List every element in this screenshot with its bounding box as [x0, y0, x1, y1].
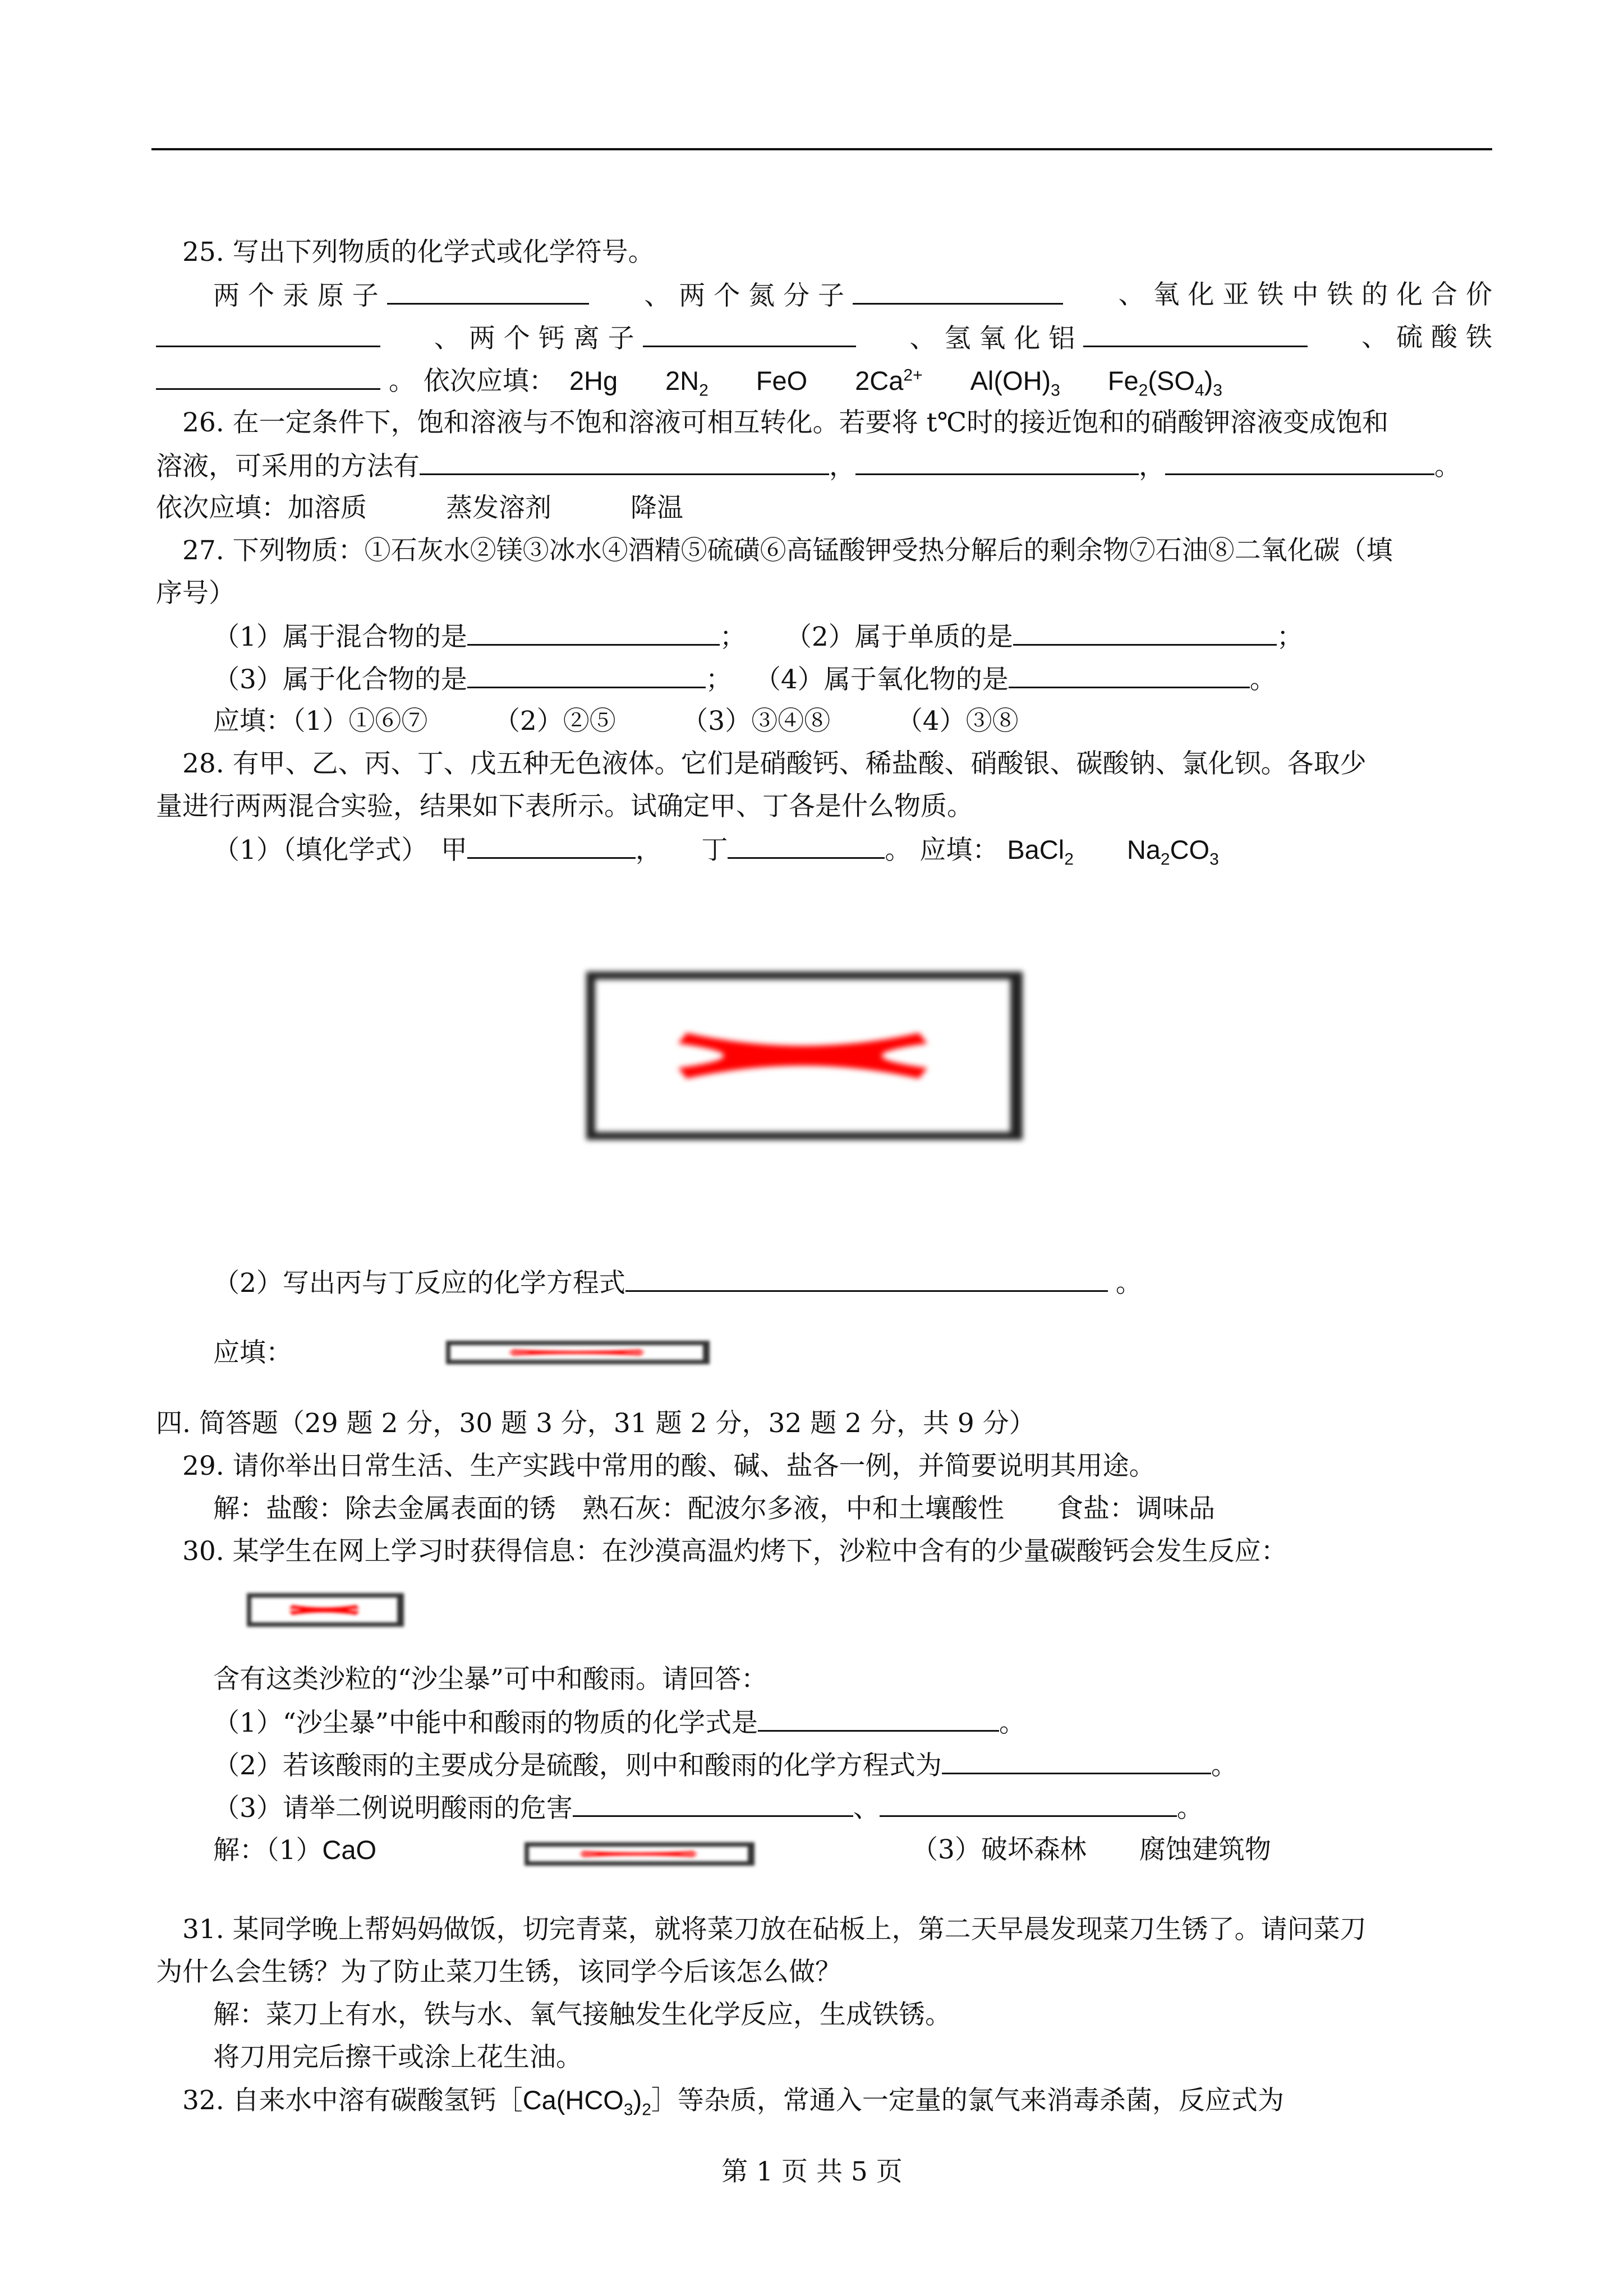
q31-answer-1: 解：菜刀上有水，铁与水、氧气接触发生化学反应，生成铁锈。 — [213, 1999, 951, 2030]
q26-line1: 26. 在一定条件下，饱和溶液与不饱和溶液可相互转化。若要将 t℃时的接近饱和的硝酸钾溶液变成饱和 — [182, 407, 1389, 438]
section4-title: 四. 简答题（29 题 2 分，30 题 3 分，31 题 2 分，32 题 2 分，共 9 分） — [156, 1408, 1036, 1439]
blank-30-3[interactable] — [573, 1791, 853, 1817]
q28-p1: （1）（填化学式） 甲 ， 丁 。 应填： BaCl$_2$ $Na_2CO_3$ — [213, 832, 1219, 867]
q25-line2 — [156, 321, 1492, 356]
q27-row1: （1）属于混合物的是 ； （2）属于单质的是 ； — [213, 619, 1303, 654]
blank-27-4[interactable] — [1009, 662, 1250, 688]
q30-p3: （3）请举二例说明酸雨的危害 、 。 — [213, 1791, 1203, 1825]
broken-equation-image-1 — [446, 1341, 710, 1364]
q26-answer: 依次应填：加溶质 蒸发溶剂 降温 — [156, 493, 683, 523]
q28-line2: 量进行两两混合实验，结果如下表所示。试确定甲、丁各是什么物质。 — [156, 791, 973, 822]
q25-line3 — [156, 364, 1222, 398]
q31-answer-2: 将刀用完后擦干或涂上花生油。 — [213, 2042, 582, 2073]
blank-25-2[interactable] — [853, 278, 1063, 305]
q25-item-n2: 、 两 个 氮 分 子 — [644, 280, 845, 311]
q26-line2: 溶液，可采用的方法有 ， ， 。 — [156, 449, 1461, 484]
q30-line2: 含有这类沙粒的“沙尘暴”可中和酸雨。请回答： — [213, 1664, 768, 1695]
q29-line1: 29. 请你举出日常生活、生产实践中常用的酸、碱、盐各一例，并简要说明其用途。 — [182, 1451, 1156, 1481]
q29-answer: 解：盐酸：除去金属表面的锈 熟石灰：配波尔多液，中和土壤酸性 食盐：调味品 — [213, 1493, 1215, 1524]
q27-row2: （3）属于化合物的是 ； （4）属于氧化物的是 。 — [213, 662, 1276, 697]
q28-p2: （2）写出丙与丁反应的化学方程式 。 — [213, 1266, 1142, 1300]
blank-25-1[interactable] — [387, 278, 589, 305]
header-rule — [151, 148, 1492, 150]
broken-image-icon — [251, 1598, 397, 1622]
formula-ca-hco3-2: $Ca(HCO_3)_2$ — [522, 2085, 651, 2119]
blank-28-ding[interactable] — [728, 832, 885, 859]
broken-image-icon — [595, 979, 1010, 1132]
blank-25-3[interactable] — [156, 321, 380, 347]
broken-equation-image-2 — [525, 1842, 755, 1866]
q31-line1: 31. 某同学晚上帮妈妈做饭，切完青菜，就将菜刀放在砧板上，第二天早晨发现菜刀生锈了。请问菜刀 — [182, 1914, 1367, 1945]
ans-feo: FeO — [756, 366, 808, 395]
q25-answer-prefix: 。 依次应填： — [388, 366, 555, 397]
broken-image-icon — [529, 1847, 748, 1861]
ans-2ca: $2Ca^{2+}$ — [855, 366, 923, 395]
q25-item-hg: 两 个 汞 原 子 — [213, 280, 379, 311]
q25-item-ca: 、 两 个 钙 离 子 — [434, 323, 634, 354]
q31-line2: 为什么会生锈？为了防止菜刀生锈，该同学今后该怎么做？ — [156, 1957, 841, 1987]
blank-30-1[interactable] — [758, 1705, 999, 1732]
blank-27-1[interactable] — [467, 619, 720, 646]
q25-item-fe2so43: 、 硫 酸 铁 — [1361, 322, 1492, 353]
q30-line1: 30. 某学生在网上学习时获得信息：在沙漠高温灼烤下，沙粒中含有的少量碳酸钙会发生反应： — [182, 1536, 1287, 1567]
ans-bacl2: BaCl$_2$ — [1007, 835, 1074, 869]
blank-30-4[interactable] — [880, 1791, 1177, 1817]
q30-p1: （1）“沙尘暴”中能中和酸雨的物质的化学式是 。 — [213, 1705, 1025, 1740]
ans-na2co3: $Na_2CO_3$ — [1126, 835, 1219, 869]
broken-image-icon — [450, 1345, 703, 1360]
ans-aloh3: $Al(OH)_3$ — [970, 366, 1060, 400]
blank-27-2[interactable] — [1013, 619, 1277, 646]
q27-answer: 应填：（1）①⑥⑦ （2）②⑤ （3）③④⑧ （4）③⑧ — [213, 706, 1019, 737]
ans-2hg: 2Hg — [569, 366, 618, 395]
blank-26-1[interactable] — [420, 449, 829, 475]
ans-fe2so43: $Fe_2(SO_4)_3$ — [1107, 366, 1222, 400]
page-footer: 第 1 页 共 5 页 — [721, 2156, 903, 2187]
broken-table-image — [586, 972, 1023, 1140]
blank-30-2[interactable] — [942, 1748, 1211, 1774]
q28-line1: 28. 有甲、乙、丙、丁、戊五种无色液体。它们是硝酸钙、稀盐酸、硝酸银、碳酸钠、氯化钡。各取少 — [182, 748, 1367, 779]
q27-line1: 27. 下列物质：①石灰水②镁③冰水④酒精⑤硫磺⑥高锰酸钾受热分解后的剩余物⑦石油⑧二氧化碳（填 — [182, 535, 1393, 566]
q25-item-aloh3: 、 氢 氧 化 铝 — [909, 323, 1075, 354]
blank-28-equation[interactable] — [625, 1266, 1108, 1292]
q30-answer-3: （3）破坏森林 腐蚀建筑物 — [912, 1834, 1271, 1865]
ans-cao: CaO — [322, 1835, 377, 1865]
blank-27-3[interactable] — [467, 662, 706, 688]
q25-item-feo: 、 氧 化 亚 铁 中 铁 的 化 合 价 — [1118, 279, 1492, 310]
blank-26-3[interactable] — [1165, 449, 1434, 475]
blank-25-6[interactable] — [156, 364, 380, 390]
blank-25-5[interactable] — [1083, 321, 1308, 347]
broken-reaction-image — [247, 1593, 404, 1627]
q30-p2: （2）若该酸雨的主要成分是硫酸，则中和酸雨的化学方程式为 。 — [213, 1748, 1237, 1783]
q25-line1 — [213, 278, 1492, 313]
blank-28-jia[interactable] — [467, 832, 636, 859]
q30-answer: 解：（1）CaO — [213, 1835, 377, 1866]
blank-25-4[interactable] — [643, 321, 856, 347]
blank-26-2[interactable] — [855, 449, 1139, 475]
q25-stem: 25. 写出下列物质的化学式或化学符号。 — [182, 237, 655, 268]
q32-line1: 32. 自来水中溶有碳酸氢钙$[Ca(HCO_3)_2]$等杂质，常通入一定量的氯气来消毒杀菌，反应式为 — [182, 2085, 1284, 2119]
ans-2n2: $2N_2$ — [665, 366, 709, 400]
q27-line2: 序号） — [156, 578, 235, 609]
q28-answer-label: 应填： — [213, 1337, 292, 1368]
